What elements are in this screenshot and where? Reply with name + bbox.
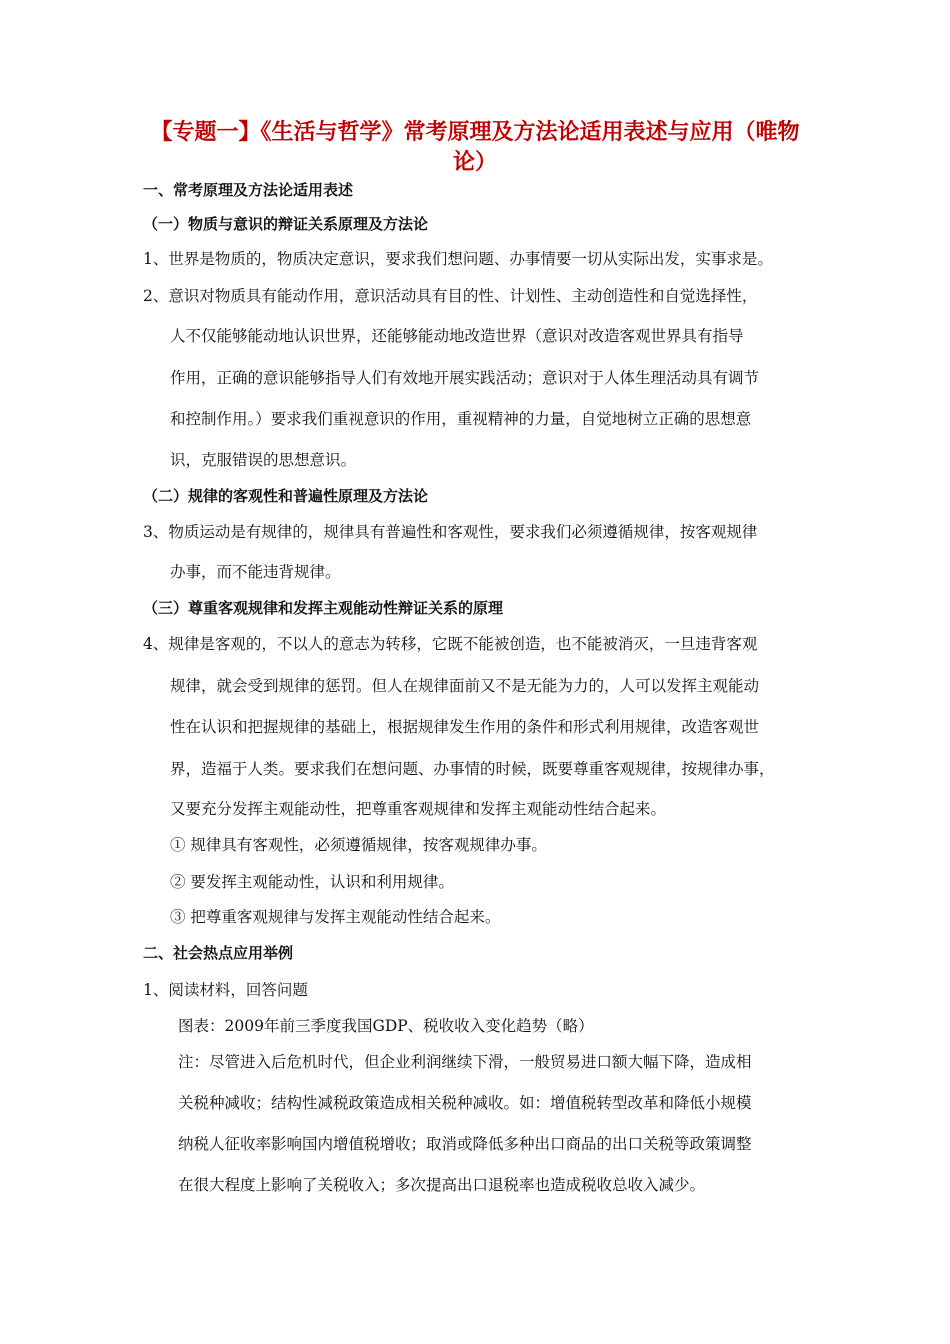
paragraph-3-line-1: 3、物质运动是有规律的，规律具有普遍性和客观性，要求我们必须遵循规律，按客观规律 [143, 523, 758, 541]
paragraph-4-line-4: 界，造福于人类。要求我们在想问题、办事情的时候，既要尊重客观规律，按规律办事， [170, 760, 775, 778]
paragraph-4-line-5: 又要充分发挥主观能动性，把尊重客观规律和发挥主观能动性结合起来。 [170, 800, 667, 818]
subsection-heading-2: （二）规律的客观性和普遍性原理及方法论 [143, 487, 429, 505]
note-line-2: 关税种减收；结构性减税政策造成相关税种减收。如：增值税转型改革和降低小规模 [178, 1094, 752, 1112]
paragraph-2-line-5: 识，克服错误的思想意识。 [170, 451, 357, 469]
list-item: ① 规律具有客观性，必须遵循规律，按客观规律办事。 [170, 836, 547, 854]
section-heading-2: 二、社会热点应用举例 [143, 944, 294, 962]
subsection-heading-1: （一）物质与意识的辩证关系原理及方法论 [143, 215, 429, 233]
paragraph-2-line-1: 2、意识对物质具有能动作用，意识活动具有目的性、计划性、主动创造性和自觉选择性， [143, 287, 758, 305]
note-line-3: 纳税人征收率影响国内增值税增收；取消或降低多种出口商品的出口关税等政策调整 [178, 1135, 752, 1153]
note-line-1: 注：尽管进入后危机时代，但企业利润继续下滑，一般贸易进口额大幅下降，造成相 [178, 1053, 752, 1071]
section-heading-1: 一、常考原理及方法论适用表述 [143, 181, 354, 199]
subsection-heading-3: （三）尊重客观规律和发挥主观能动性辩证关系的原理 [143, 599, 504, 617]
list-item: ③ 把尊重客观规律与发挥主观能动性结合起来。 [170, 908, 501, 926]
document-title: 【专题一】《生活与哲学》常考原理及方法论适用表述与应用（唯物论） [150, 120, 800, 175]
paragraph-4-line-3: 性在认识和把握规律的基础上，根据规律发生作用的条件和形式利用规律，改造客观世 [170, 718, 760, 736]
paragraph-3-line-2: 办事，而不能违背规律。 [170, 563, 341, 581]
question-1: 1、阅读材料，回答问题 [143, 981, 308, 999]
note-line-4: 在很大程度上影响了关税收入；多次提高出口退税率也造成税收总收入减少。 [178, 1176, 706, 1194]
paragraph-4-line-1: 4、规律是客观的，不以人的意志为转移，它既不能被创造，也不能被消灭，一旦违背客观 [143, 635, 758, 653]
paragraph-1: 1、世界是物质的，物质决定意识，要求我们想问题、办事情要一切从实际出发，实事求是。 [143, 250, 773, 268]
paragraph-2-line-2: 人不仅能够能动地认识世界，还能够能动地改造世界（意识对改造客观世界具有指导 [170, 327, 744, 345]
paragraph-4-line-2: 规律，就会受到规律的惩罚。但人在规律面前又不是无能为力的，人可以发挥主观能动 [170, 677, 760, 695]
paragraph-2-line-3: 作用，正确的意识能够指导人们有效地开展实践活动；意识对于人体生理活动具有调节 [170, 369, 760, 387]
list-item: ② 要发挥主观能动性，认识和利用规律。 [170, 873, 454, 891]
chart-note: 图表：2009年前三季度我国GDP、税收收入变化趋势（略） [178, 1017, 594, 1035]
paragraph-2-line-4: 和控制作用。）要求我们重视意识的作用，重视精神的力量，自觉地树立正确的思想意 [170, 410, 752, 428]
